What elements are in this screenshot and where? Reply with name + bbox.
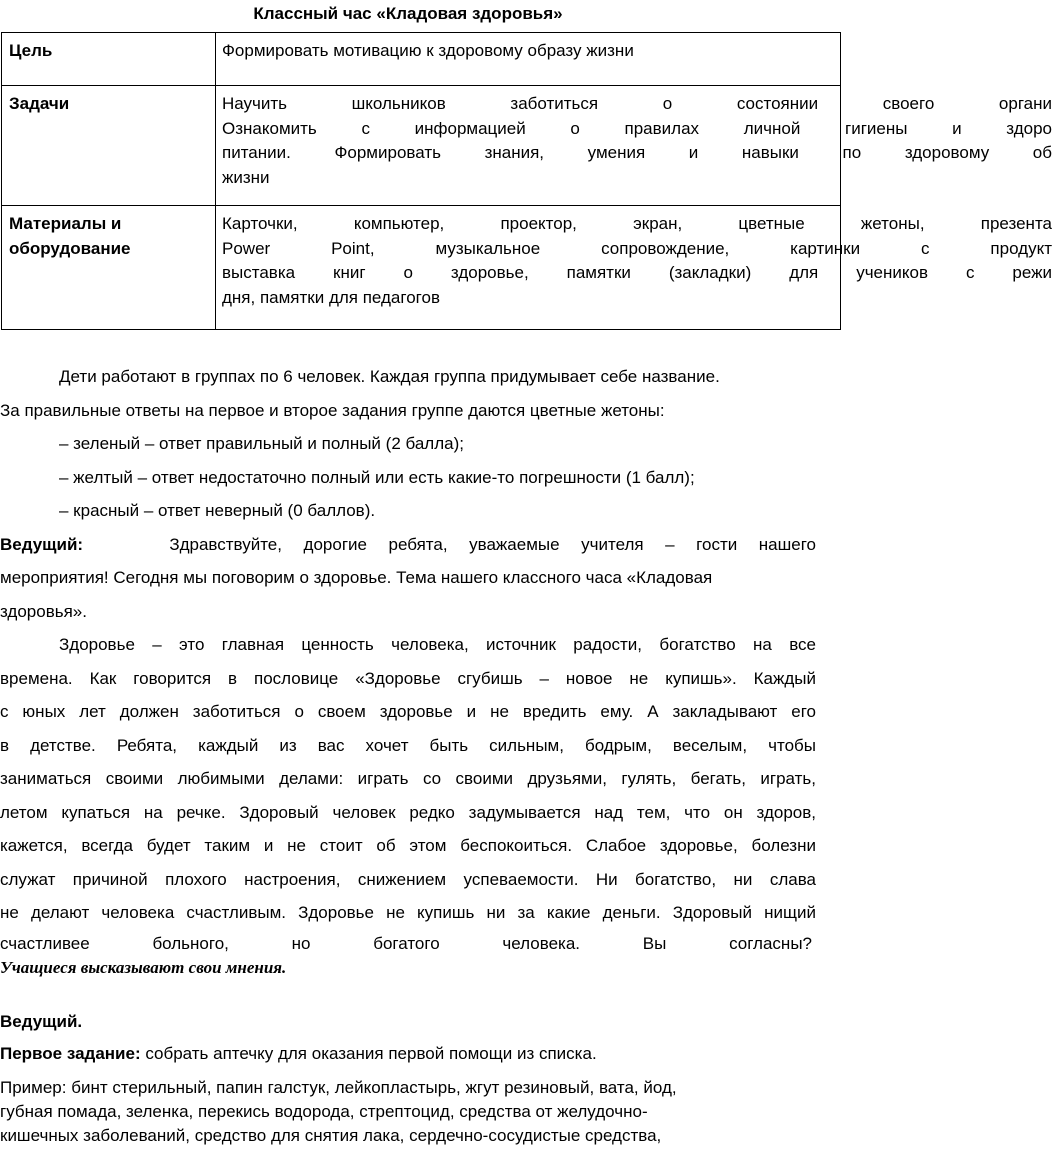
- list-item: – красный – ответ неверный (0 баллов).: [59, 501, 376, 520]
- value-line: выставка книг о здоровье, памятки (закладки) для учеников с режи: [222, 263, 1052, 282]
- host-greeting-line: мероприятия! Сегодня мы поговорим о здоровье. Тема нашего классного часа «Кладовая: [0, 568, 713, 587]
- table-row-materials: [2, 206, 841, 330]
- health-line: времена. Как говорится в пословице «Здоровье сгубишь – новое не купишь». Каждый: [0, 668, 816, 688]
- example-line: кишечных заболеваний, средство для снятия лака, сердечно-сосудистые средства,: [0, 1125, 662, 1145]
- value-line: Карточки, компьютер, проектор, экран, цветные жетоны, презента: [222, 214, 1052, 233]
- task-line: [0, 1038, 816, 1070]
- health-line: заниматься своими любимыми делами: играть со своими друзьями, гулять, бегать, играть,: [0, 769, 816, 788]
- row-value: [216, 33, 841, 86]
- row-label: [2, 206, 216, 330]
- task-text: собрать аптечку для оказания первой помощи из списка.: [140, 1043, 597, 1063]
- lesson-info-table: [1, 32, 1052, 330]
- example-line: Пример: бинт стерильный, папин галстук, лейкопластырь, жгут резиновый, вата, йод,: [0, 1077, 677, 1097]
- spacer: [0, 978, 816, 1006]
- greeting-text: Здравствуйте, дорогие ребята, уважаемые учителя – гости нашего: [169, 534, 816, 554]
- health-line: летом купаться на речке. Здоровый человек редко задумывается над тем, что он здоров,: [0, 802, 816, 822]
- intro-line: Дети работают в группах по 6 человек. Каждая группа придумывает себе название.: [59, 367, 720, 386]
- health-line: Здоровье – это главная ценность человека, источник радости, богатство на все: [59, 635, 816, 654]
- label-line: Цель: [9, 41, 53, 60]
- row-value: [216, 86, 1052, 206]
- row-label: [2, 33, 216, 86]
- host-greeting-line: [0, 528, 816, 562]
- value-line: Научить школьников заботиться о состоянии своего органи: [222, 94, 1052, 113]
- task-label: Первое задание:: [0, 1043, 141, 1063]
- document-body: [0, 360, 816, 1148]
- example-line: губная помада, зеленка, перекись водорода, стрептоцид, средства от желудочно-: [0, 1101, 648, 1121]
- label-line: оборудование: [9, 238, 131, 258]
- students-note: Учащиеся высказывают свои мнения.: [0, 957, 287, 977]
- label-line: Материалы и: [9, 214, 122, 233]
- value-line: Ознакомить с информацией о правилах личной гигиены и здоро: [222, 118, 1052, 138]
- health-line: в детстве. Ребята, каждый из вас хочет быть сильным, бодрым, веселым, чтобы: [0, 735, 816, 755]
- host-greeting-line: здоровья».: [0, 601, 87, 621]
- label-line: Задачи: [9, 94, 70, 113]
- table-row-goal: [2, 33, 841, 86]
- value-line: жизни: [222, 167, 270, 187]
- document-title: Классный час «Кладовая здоровья»: [253, 4, 563, 23]
- value-line: дня, памятки для педагогов: [222, 287, 440, 307]
- value-line: питании. Формировать знания, умения и навыки по здоровому об: [222, 143, 1052, 162]
- value-line: Power Point, музыкальное сопровождение, картинки с продукт: [222, 238, 1052, 258]
- row-label: [2, 86, 216, 206]
- value-line: Формировать мотивацию к здоровому образу жизни: [222, 41, 634, 60]
- list-item: – зеленый – ответ правильный и полный (2 балла);: [59, 434, 464, 453]
- speaker-label: Ведущий:: [0, 534, 84, 554]
- health-line: кажется, всегда будет таким и не стоит об этом беспокоиться. Слабое здоровье, болезни: [0, 836, 816, 855]
- health-line: не делают человека счастливым. Здоровье не купишь ни за какие деньги. Здоровый нищий: [0, 903, 816, 922]
- list-item: – желтый – ответ недостаточно полный или есть какие-то погрешности (1 балл);: [59, 467, 695, 487]
- host-label: Ведущий.: [0, 1011, 83, 1031]
- health-line: счастливее больного, но богатого человека. Вы согласны?: [0, 933, 812, 953]
- table-row-tasks: [2, 86, 841, 206]
- health-line: служат причиной плохого настроения, снижением успеваемости. Ни богатство, ни слава: [0, 869, 816, 889]
- health-line: с юных лет должен заботиться о своем здоровье и не вредить ему. А закладывают его: [0, 702, 816, 721]
- intro-line: За правильные ответы на первое и второе задания группе даются цветные жетоны:: [0, 400, 665, 420]
- row-value: [216, 206, 1052, 330]
